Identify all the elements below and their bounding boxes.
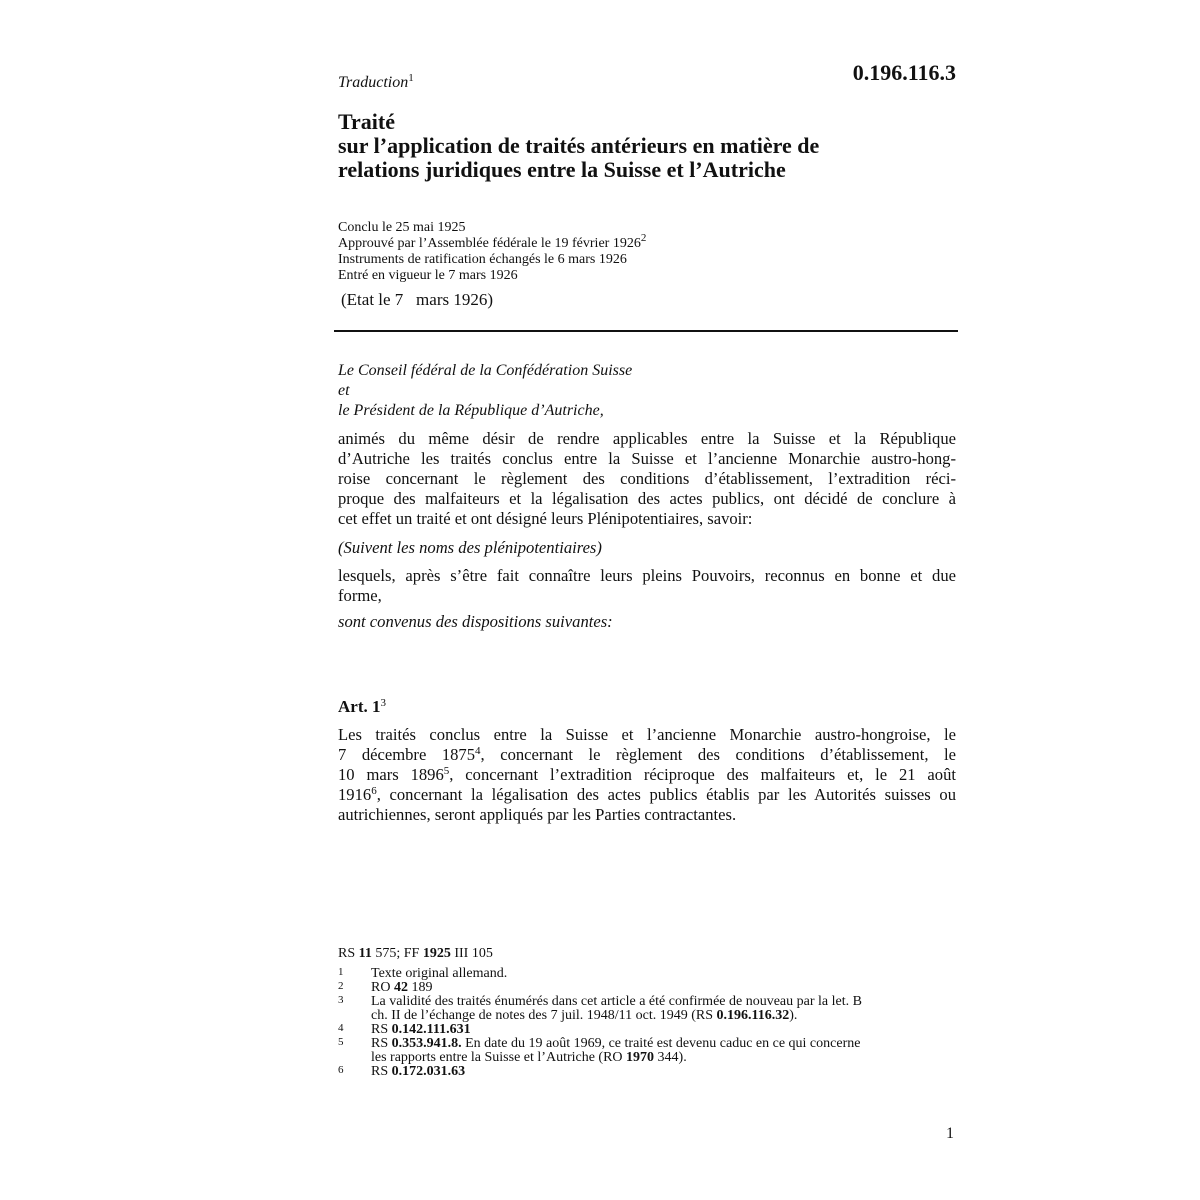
footnote-ref-3: 3 — [380, 697, 386, 709]
meta-concluded: Conclu le 25 mai 1925 — [338, 220, 466, 235]
footnote-number: 2 — [338, 980, 344, 992]
footnote-number: 3 — [338, 994, 344, 1006]
credentials-line: forme, — [338, 586, 382, 605]
credentials-paragraph — [338, 566, 956, 606]
document-title — [338, 110, 958, 182]
article-line: 7 décembre 1875$^4$, concernant le règlement des conditions d’établissement, le — [338, 745, 956, 764]
footnotes — [338, 967, 958, 1079]
preamble-line: animés du même désir de rendre applicables entre la Suisse et la République — [338, 429, 956, 448]
article-line: autrichiennes, seront appliqués par les Parties contractantes. — [338, 805, 737, 824]
translation-label: Traduction$^1$ — [338, 72, 414, 91]
meta-approved: Approuvé par l’Assemblée fédérale le 19 février 1926$^2$ — [338, 232, 647, 251]
footnote-number: 6 — [338, 1064, 344, 1076]
footnote-1: 1 Texte original allemand. — [338, 966, 508, 981]
meta-in-force: Entré en vigueur le 7 mars 1926 — [338, 268, 518, 283]
footnote-number: 1 — [338, 966, 344, 978]
footnote-2: 2 RO 42 189 — [338, 980, 433, 995]
preamble-line: d’Autriche les traités conclus entre la Suisse et l’ancienne Monarchie austro-hong- — [338, 449, 956, 468]
footnote-ref-2: 2 — [640, 232, 647, 244]
meta-ratification: Instruments de ratification échangés le 6 mars 1926 — [338, 252, 627, 267]
party-conjunction: et — [338, 382, 350, 399]
preamble-line: cet effet un traité et ont désigné leurs Plénipotentiaires, savoir: — [338, 509, 753, 528]
title-line-2: sur l’application de traités antérieurs en matière de — [338, 133, 820, 158]
document-number: 0.196.116.3 — [852, 60, 956, 85]
preamble-paragraph — [338, 429, 956, 529]
page-number: 1 — [946, 1125, 954, 1142]
source-reference: RS 11 575; FF 1925 III 105 — [338, 946, 493, 961]
article-1-text — [338, 725, 956, 825]
credentials-line: lesquels, après s’être fait connaître leurs pleins Pouvoirs, reconnus en bonne et due — [338, 566, 956, 585]
footnote-3: 3 La validité des traités énumérés dans cet article a été confirmée de nouveau par la let. B ch. II de l’échange de notes des 7 juil. 1948/11 oct. 1949 (RS 0.196.116.32). — [338, 994, 862, 1023]
footnote-ref-5: 5 — [443, 765, 450, 777]
article-line: 1916$^6$, concernant la légalisation des actes publics établis par les Autorités suisses ou — [338, 785, 956, 804]
plenipotentiaries-note: (Suivent les noms des plénipotentiaires) — [338, 538, 602, 557]
footnote-ref-4: 4 — [475, 745, 481, 757]
agreement-clause: sont convenus des dispositions suivantes: — [338, 612, 613, 631]
party-switzerland: Le Conseil fédéral de la Confédération Suisse — [338, 362, 633, 379]
title-line-3: relations juridiques entre la Suisse et l’Autriche — [338, 157, 786, 182]
preamble-line: proque des malfaiteurs et la légalisation des actes publics, ont décidé de conclure à — [338, 489, 956, 508]
footnote-5: 5 RS 0.353.941.8. En date du 19 août 1969, ce traité est devenu caduc en ce qui concerne les rapports entre la Suisse et l’Autriche (RO 1970 344). — [338, 1036, 861, 1065]
footnote-4: 4 RS 0.142.111.631 — [338, 1022, 471, 1037]
footnote-ref-6: 6 — [371, 785, 377, 797]
horizontal-rule — [334, 330, 958, 332]
footnote-number: 4 — [338, 1022, 344, 1034]
footnote-ref-1: 1 — [408, 72, 414, 84]
party-austria: le Président de la République d’Autriche, — [338, 402, 604, 419]
title-line-1: Traité — [338, 109, 396, 134]
article-line: Les traités conclus entre la Suisse et l’ancienne Monarchie austro-hongroise, le — [338, 725, 956, 744]
footnote-number: 5 — [338, 1036, 344, 1048]
state-date: (Etat le 7 mars 1926) — [341, 290, 494, 309]
footnote-6: 6 RS 0.172.031.63 — [338, 1064, 466, 1079]
preamble-line: roise concernant le règlement des conditions d’établissement, l’extradition réci- — [338, 469, 956, 488]
article-1-heading: Art. $1^3$ — [338, 697, 386, 716]
treaty-metadata — [338, 220, 646, 284]
article-line: 10 mars 1896$^5$, concernant l’extradition réciproque des malfaiteurs et, le 21 août — [338, 765, 956, 784]
contracting-parties — [338, 361, 632, 421]
